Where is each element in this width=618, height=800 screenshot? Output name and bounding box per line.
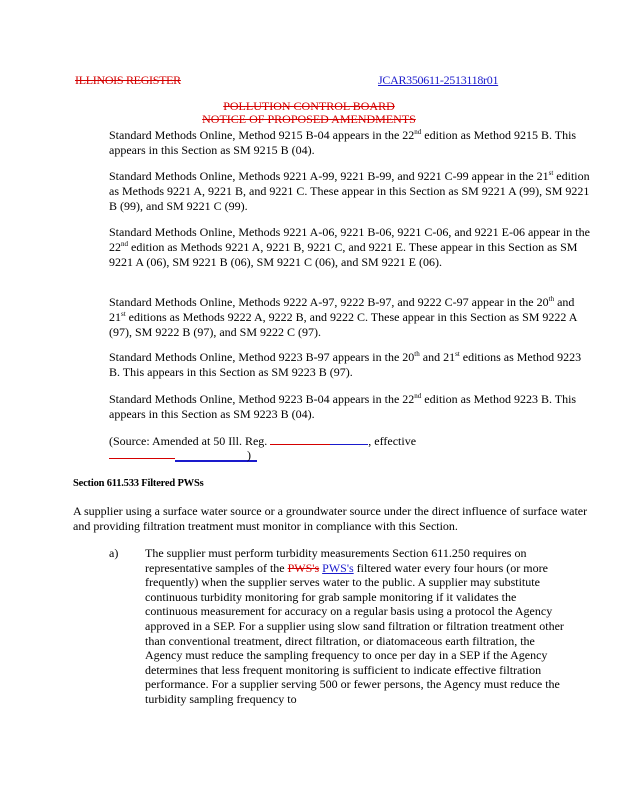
- item-a-text: The supplier must perform turbidity measurements Section 611.250 requires on representative samples of the PWS's PWS's filtered water every four hours (or more frequently) when the supplier serves water to the public. A supplier may substitute continuous turbidity monitoring for grab sample monitoring if it validates the continuous measurement for accuracy on a regular basis using a protocol the Agency approved in a SEP. For a supplier using slow sand filtration or filtration treatment other than conventional treatment, direct filtration, or diatomaceous earth filtration, the Agency must reduce the sampling frequency to once per day in a SEP if the Agency determines that less frequent monitoring is sufficient to indicate effective filtration performance. For a supplier serving 500 or fewer persons, the Agency must reduce the turbidity sampling frequency to: [145, 546, 564, 706]
- inserted-text: PWS's: [322, 560, 354, 575]
- register-header: ILLINOIS REGISTER: [75, 73, 181, 87]
- inserted-date-rule: [175, 460, 257, 462]
- source-close: ): [247, 448, 251, 462]
- inserted-blank: [330, 434, 368, 445]
- notice-title: NOTICE OF PROPOSED AMENDMENTS: [202, 112, 416, 126]
- paragraph-9215: Standard Methods Online, Method 9215 B-04 appears in the 22nd edition as Method 9215 B. This appears in this Section as SM 9215 B (04).: [109, 128, 577, 157]
- deleted-date-rule: [109, 458, 175, 459]
- section-title: Section 611.533 Filtered PWSs: [73, 478, 204, 489]
- deleted-text: PWS's: [287, 560, 320, 575]
- deleted-blank: [270, 434, 330, 445]
- paragraph-9223-97: Standard Methods Online, Method 9223 B-97 appears in the 20th and 21st editions as Method 9223 B. This appears in this Section as SM 9223 B (97).: [109, 350, 582, 379]
- paragraph-9222: Standard Methods Online, Methods 9222 A-97, 9222 B-97, and 9222 C-97 appear in the 20th and 21st editions as Methods 9222 A, 9222 B, and 9222 C. These appear in this Section as SM 9222 A (97), SM 9222 B (97), and SM 9222 C (97).: [109, 295, 577, 339]
- paragraph-9221-99: Standard Methods Online, Methods 9221 A-99, 9221 B-99, and 9221 C-99 appear in the 21st edition as Methods 9221 A, 9221 B, and 9221 C. These appear in this Section as SM 9221 A (99), SM 9221 B (99), and SM 9221 C (99).: [109, 169, 590, 213]
- paragraph-9221-06: Standard Methods Online, Methods 9221 A-06, 9221 B-06, 9221 C-06, and 9221 E-06 appear in the 22nd edition as Methods 9221 A, 9221 B, 9221 C, and 9221 E. These appear in this Section as SM 9221 A (06), SM 9221 B (06), SM 9221 C (06), and SM 9221 E (06).: [109, 225, 590, 269]
- paragraph-9223-04: Standard Methods Online, Method 9223 B-04 appears in the 22nd edition as Method 9223 B. This appears in this Section as SM 9223 B (04).: [109, 392, 577, 421]
- source-note: (Source: Amended at 50 Ill. Reg. , effective: [109, 434, 417, 448]
- item-a-label: a): [109, 546, 119, 560]
- docket-header[interactable]: JCAR350611-2513118r01: [378, 73, 499, 87]
- section-intro: A supplier using a surface water source or a groundwater source under the direct influence of surface water and providing filtration treatment must monitor in compliance with this Section.: [73, 504, 588, 533]
- board-title: POLLUTION CONTROL BOARD: [223, 99, 395, 113]
